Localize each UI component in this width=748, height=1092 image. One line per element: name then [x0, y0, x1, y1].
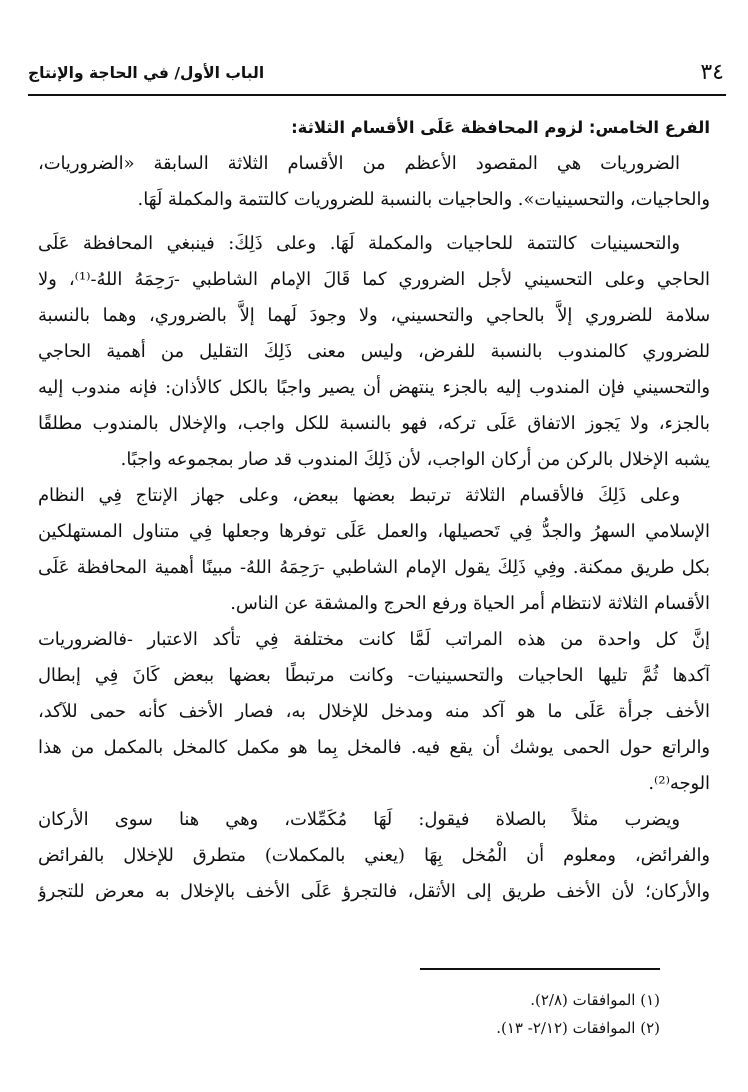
main-text: [38, 110, 710, 910]
quote-line: الأخف جرأة عَلَى ما هو آكد منه ومدخل للإخلال به، فصار الأخف كأنه حمى للآكد،: [38, 701, 710, 722]
paragraph-line: الأقسام الثلاثة لانتظام أمر الحياة ورفع الحرج والمشقة عن الناس.: [230, 593, 710, 614]
footnote-1: (١) الموافقات (٢/٨).: [530, 991, 660, 1009]
paragraph-line: سلامة للضروري إلاَّ بالحاجي والتحسيني، ولا وجودَ لَهما إلاَّ بالضروري، وهما بالنسبة: [38, 305, 710, 326]
section-heading: الفرع الخامس: لزوم المحافظة عَلَى الأقسام الثلاثة:: [291, 118, 710, 137]
paragraph-line: والحاجيات، والتحسينيات». والحاجيات بالنسبة للضروريات كالتتمة والمكملة لَهَا.: [137, 189, 710, 210]
quote-line: آكدها ثُمَّ تليها الحاجيات والتحسينيات- وكانت مرتبطًا بعضها ببعض كَانَ فِي إبطال: [38, 665, 710, 686]
paragraph-line: للضروري كالمندوب بالنسبة للفرض، وليس معنى ذَلِكَ التقليل من أهمية الحاجي: [38, 341, 710, 362]
paragraph-line: الحاجي وعلى التحسيني لأجل الضروري كما قَالَ الإمام الشاطبي -رَحِمَهُ اللهُ-⁽¹⁾، ولا: [38, 269, 710, 290]
quote-line: إنَّ كل واحدة من هذه المراتب لَمَّا كانت مختلفة فِي تأكد الاعتبار -فالضروريات: [38, 629, 710, 650]
paragraph-line: يشبه الإخلال بالركن من أركان الواجب، لأن ذَلِكَ المندوب قد صار بمجموعه واجبًا.: [120, 449, 710, 470]
page-number: ٣٤: [700, 60, 724, 85]
running-title: الباب الأول/ في الحاجة والإنتاج: [28, 64, 265, 82]
quote-line: والراتع حول الحمى يوشك أن يقع فيه. فالمخل بِما هو مكمل كالمخل بالمكمل من هذا: [38, 737, 710, 758]
footnotes: [60, 986, 660, 1042]
running-header: [28, 60, 726, 96]
paragraph-line: والتحسينيات كالتتمة للحاجيات والمكملة لَهَا. وعلى ذَلِكَ: فينبغي المحافظة عَلَى: [38, 233, 680, 254]
footnote-divider: [420, 968, 660, 970]
paragraph-line: بكل طريق ممكنة. وفِي ذَلِكَ يقول الإمام الشاطبي -رَحِمَهُ اللهُ- مبينًا أهمية المحافظة عَلَى: [38, 557, 710, 578]
paragraph-line: بالجزء، ولا يَجوز الاتفاق عَلَى تركه، فهو بالنسبة للكل واجب، والإخلال بالمندوب مطلقًا: [38, 413, 710, 434]
paragraph-line: والتحسيني فإن المندوب إليه بالجزء ينتهض أن يصير واجبًا بالكل كالأذان: فإنه مندوب إليه: [38, 377, 710, 398]
paragraph-line: والأركان؛ لأن الأخف طريق إلى الأثقل، فالتجرؤ عَلَى الأخف بالإخلال به معرض للتجرؤ: [38, 881, 710, 902]
paragraph-line: والفرائض، ومعلوم أن الْمُخل بِهَا (يعني بالمكملات) متطرق للإخلال بالفرائض: [38, 845, 710, 866]
paragraph-line: ويضرب مثلاً بالصلاة فيقول: لَهَا مُكَمِّلات، وهي هنا سوى الأركان: [38, 809, 680, 830]
paragraph-line: وعلى ذَلِكَ فالأقسام الثلاثة ترتبط بعضها ببعض، وعلى جهاز الإنتاج فِي النظام: [38, 485, 680, 506]
paragraph-line: الإسلامي السهرُ والجدُّ فِي تَحصيلها، والعمل عَلَى توفرها وجعلها فِي متناول المستهلكين: [38, 521, 710, 542]
paragraph-line: الضروريات هي المقصود الأعظم من الأقسام الثلاثة السابقة «الضروريات،: [38, 153, 680, 174]
footnote-2: (٢) الموافقات (٢/١٢- ١٣).: [496, 1019, 660, 1037]
quote-line: الوجه⁽²⁾.: [648, 773, 710, 794]
